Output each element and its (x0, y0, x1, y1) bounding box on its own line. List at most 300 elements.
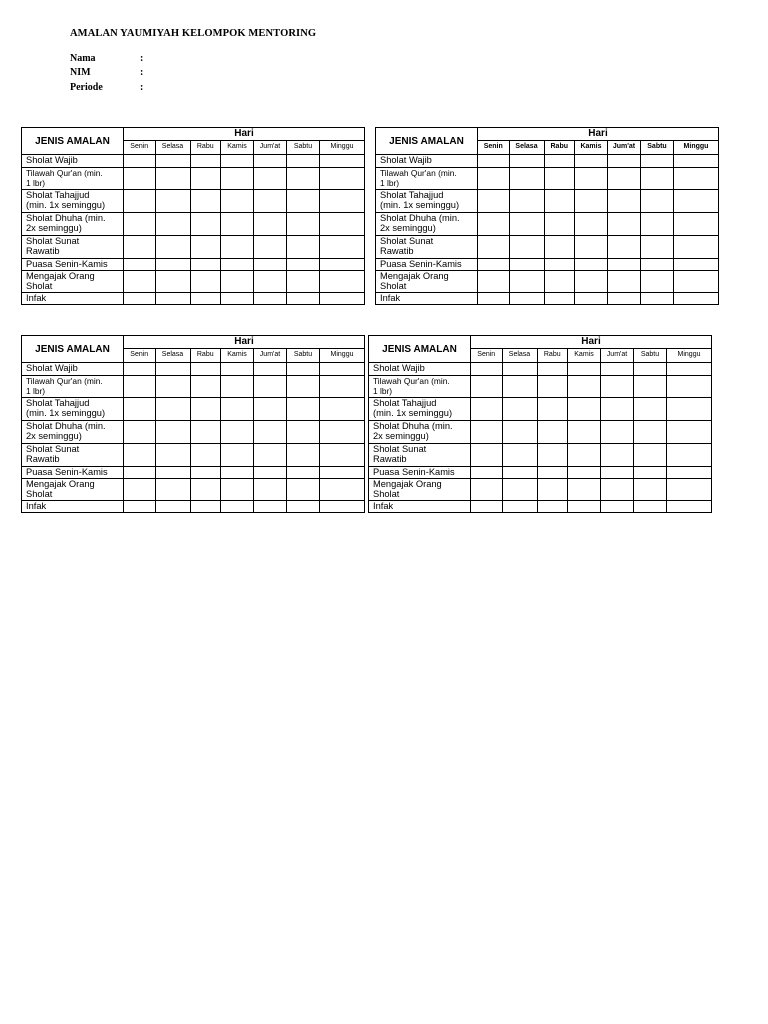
checkbox-cell[interactable] (537, 467, 568, 479)
amalan-item-line1: Sholat Sunat (26, 236, 80, 246)
checkbox-cell[interactable] (221, 479, 254, 501)
checkbox-cell[interactable] (575, 259, 608, 271)
table-row (369, 363, 712, 376)
amalan-item-line2: Sholat (380, 281, 407, 292)
checkbox-cell[interactable] (254, 363, 287, 376)
checkbox-cell[interactable] (124, 501, 156, 513)
checkbox-cell[interactable] (478, 190, 510, 213)
amalan-item-line2: 1 lbr) (26, 386, 46, 397)
checkbox-cell[interactable] (575, 213, 608, 236)
checkbox-cell[interactable] (221, 236, 254, 259)
checkbox-cell[interactable] (634, 479, 667, 501)
checkbox-cell[interactable] (568, 363, 601, 376)
checkbox-cell[interactable] (287, 168, 320, 190)
checkbox-cell[interactable] (190, 467, 221, 479)
checkbox-cell[interactable] (641, 190, 674, 213)
checkbox-cell[interactable] (634, 398, 667, 421)
checkbox-cell[interactable] (502, 363, 537, 376)
checkbox-cell[interactable] (221, 421, 254, 444)
checkbox-cell[interactable] (155, 398, 190, 421)
checkbox-cell[interactable] (634, 376, 667, 398)
checkbox-cell[interactable] (221, 271, 254, 293)
checkbox-cell[interactable] (221, 168, 254, 190)
amalan-item-line2: (min. 1x seminggu) (380, 200, 460, 211)
checkbox-cell[interactable] (155, 190, 190, 213)
checkbox-cell[interactable] (471, 467, 503, 479)
checkbox-cell[interactable] (287, 155, 320, 168)
checkbox-cell[interactable] (287, 213, 320, 236)
checkbox-cell[interactable] (155, 501, 190, 513)
checkbox-cell[interactable] (287, 363, 320, 376)
checkbox-cell[interactable] (667, 479, 712, 501)
checkbox-cell[interactable] (254, 467, 287, 479)
checkbox-cell[interactable] (544, 168, 575, 190)
checkbox-cell[interactable] (254, 501, 287, 513)
checkbox-cell[interactable] (190, 236, 221, 259)
checkbox-cell[interactable] (124, 363, 156, 376)
table-row (376, 259, 719, 271)
checkbox-cell[interactable] (254, 190, 287, 213)
checkbox-cell[interactable] (509, 168, 544, 190)
checkbox-cell[interactable] (190, 421, 221, 444)
checkbox-cell[interactable] (608, 168, 641, 190)
checkbox-cell[interactable] (190, 479, 221, 501)
checkbox-cell[interactable] (502, 479, 537, 501)
checkbox-cell[interactable] (634, 501, 667, 513)
amalan-item-line1: Sholat Wajib (373, 363, 425, 373)
checkbox-cell[interactable] (674, 271, 719, 293)
checkbox-cell[interactable] (601, 398, 634, 421)
checkbox-cell[interactable] (478, 168, 510, 190)
checkbox-cell[interactable] (190, 168, 221, 190)
checkbox-cell[interactable] (320, 363, 365, 376)
checkbox-cell[interactable] (509, 213, 544, 236)
amalan-table-2 (375, 127, 719, 305)
checkbox-cell[interactable] (509, 155, 544, 168)
amalan-item-label (22, 363, 124, 376)
checkbox-cell[interactable] (641, 259, 674, 271)
checkbox-cell[interactable] (221, 363, 254, 376)
checkbox-cell[interactable] (320, 444, 365, 467)
hari-header: Hari (478, 128, 719, 141)
checkbox-cell[interactable] (124, 236, 156, 259)
checkbox-cell[interactable] (502, 398, 537, 421)
checkbox-cell[interactable] (221, 293, 254, 305)
checkbox-cell[interactable] (544, 259, 575, 271)
checkbox-cell[interactable] (544, 155, 575, 168)
checkbox-cell[interactable] (544, 213, 575, 236)
checkbox-cell[interactable] (608, 293, 641, 305)
checkbox-cell[interactable] (221, 259, 254, 271)
checkbox-cell[interactable] (478, 259, 510, 271)
checkbox-cell[interactable] (575, 293, 608, 305)
checkbox-cell[interactable] (221, 398, 254, 421)
amalan-item-label (369, 363, 471, 376)
day-header-jumat: Jum'at (608, 141, 641, 155)
checkbox-cell[interactable] (124, 444, 156, 467)
day-header-sabtu: Sabtu (634, 349, 667, 363)
checkbox-cell[interactable] (155, 271, 190, 293)
checkbox-cell[interactable] (287, 376, 320, 398)
amalan-table-1 (21, 127, 365, 305)
checkbox-cell[interactable] (608, 259, 641, 271)
checkbox-cell[interactable] (537, 479, 568, 501)
table-row (376, 293, 719, 305)
checkbox-cell[interactable] (537, 398, 568, 421)
amalan-item-line2: 2x seminggu) (26, 431, 82, 442)
checkbox-cell[interactable] (155, 444, 190, 467)
amalan-item-line2: 2x seminggu) (373, 431, 429, 442)
checkbox-cell[interactable] (124, 155, 156, 168)
checkbox-cell[interactable] (537, 444, 568, 467)
checkbox-cell[interactable] (320, 271, 365, 293)
checkbox-cell[interactable] (124, 190, 156, 213)
day-header-rabu: Rabu (190, 349, 221, 363)
checkbox-cell[interactable] (320, 236, 365, 259)
checkbox-cell[interactable] (155, 479, 190, 501)
checkbox-cell[interactable] (287, 444, 320, 467)
checkbox-cell[interactable] (544, 271, 575, 293)
amalan-item-line1: Sholat Dhuha (min. (373, 421, 453, 431)
checkbox-cell[interactable] (124, 271, 156, 293)
checkbox-cell[interactable] (674, 293, 719, 305)
checkbox-cell[interactable] (544, 236, 575, 259)
table-row (22, 467, 365, 479)
checkbox-cell[interactable] (537, 376, 568, 398)
checkbox-cell[interactable] (608, 213, 641, 236)
checkbox-cell[interactable] (320, 168, 365, 190)
checkbox-cell[interactable] (155, 293, 190, 305)
checkbox-cell[interactable] (509, 259, 544, 271)
checkbox-cell[interactable] (478, 293, 510, 305)
checkbox-cell[interactable] (124, 259, 156, 271)
amalan-item-line1: Mengajak Orang (26, 479, 95, 489)
checkbox-cell[interactable] (320, 501, 365, 513)
table-row (376, 236, 719, 259)
checkbox-cell[interactable] (254, 259, 287, 271)
checkbox-cell[interactable] (254, 376, 287, 398)
checkbox-cell[interactable] (254, 155, 287, 168)
checkbox-cell[interactable] (608, 190, 641, 213)
checkbox-cell[interactable] (254, 168, 287, 190)
checkbox-cell[interactable] (674, 236, 719, 259)
amalan-item-line1: Sholat Sunat (373, 444, 427, 454)
checkbox-cell[interactable] (190, 376, 221, 398)
checkbox-cell[interactable] (155, 213, 190, 236)
info-row-periode (70, 81, 150, 95)
checkbox-cell[interactable] (478, 213, 510, 236)
table-row (369, 398, 712, 421)
amalan-item-label (22, 479, 124, 501)
checkbox-cell[interactable] (568, 467, 601, 479)
checkbox-cell[interactable] (190, 501, 221, 513)
checkbox-cell[interactable] (155, 467, 190, 479)
amalan-item-line2: 2x seminggu) (380, 223, 436, 234)
checkbox-cell[interactable] (568, 398, 601, 421)
day-header-senin: Senin (124, 141, 156, 155)
checkbox-cell[interactable] (509, 293, 544, 305)
checkbox-cell[interactable] (667, 421, 712, 444)
checkbox-cell[interactable] (124, 168, 156, 190)
checkbox-cell[interactable] (320, 479, 365, 501)
checkbox-cell[interactable] (568, 479, 601, 501)
amalan-item-label (22, 421, 124, 444)
amalan-item-label (22, 271, 124, 293)
checkbox-cell[interactable] (478, 236, 510, 259)
checkbox-cell[interactable] (601, 421, 634, 444)
amalan-item-label (22, 213, 124, 236)
checkbox-cell[interactable] (634, 467, 667, 479)
checkbox-cell[interactable] (287, 479, 320, 501)
checkbox-cell[interactable] (641, 168, 674, 190)
amalan-item-label (376, 155, 478, 168)
checkbox-cell[interactable] (544, 293, 575, 305)
checkbox-cell[interactable] (320, 293, 365, 305)
checkbox-cell[interactable] (320, 259, 365, 271)
checkbox-cell[interactable] (155, 363, 190, 376)
checkbox-cell[interactable] (471, 376, 503, 398)
checkbox-cell[interactable] (601, 444, 634, 467)
checkbox-cell[interactable] (471, 479, 503, 501)
checkbox-cell[interactable] (575, 190, 608, 213)
checkbox-cell[interactable] (190, 259, 221, 271)
checkbox-cell[interactable] (667, 376, 712, 398)
checkbox-cell[interactable] (254, 213, 287, 236)
day-header-senin: Senin (478, 141, 510, 155)
checkbox-cell[interactable] (674, 213, 719, 236)
hari-header: Hari (124, 128, 365, 141)
checkbox-cell[interactable] (509, 190, 544, 213)
checkbox-cell[interactable] (287, 421, 320, 444)
amalan-item-label (22, 155, 124, 168)
checkbox-cell[interactable] (471, 501, 503, 513)
checkbox-cell[interactable] (221, 501, 254, 513)
checkbox-cell[interactable] (320, 467, 365, 479)
table-row (22, 293, 365, 305)
checkbox-cell[interactable] (190, 190, 221, 213)
amalan-item-line1: Sholat Tahajjud (380, 190, 444, 200)
checkbox-cell[interactable] (502, 467, 537, 479)
checkbox-cell[interactable] (221, 155, 254, 168)
checkbox-cell[interactable] (674, 168, 719, 190)
checkbox-cell[interactable] (575, 271, 608, 293)
amalan-item-line1: Sholat Tahajjud (373, 398, 437, 408)
checkbox-cell[interactable] (190, 213, 221, 236)
checkbox-cell[interactable] (155, 421, 190, 444)
checkbox-cell[interactable] (190, 155, 221, 168)
checkbox-cell[interactable] (634, 363, 667, 376)
amalan-item-label (376, 168, 478, 190)
checkbox-cell[interactable] (641, 155, 674, 168)
info-row-nim (70, 66, 150, 80)
checkbox-cell[interactable] (502, 421, 537, 444)
checkbox-cell[interactable] (124, 421, 156, 444)
checkbox-cell[interactable] (221, 444, 254, 467)
amalan-item-line1: Puasa Senin-Kamis (373, 467, 455, 477)
checkbox-cell[interactable] (509, 271, 544, 293)
amalan-item-line1: Sholat Wajib (26, 155, 78, 165)
checkbox-cell[interactable] (124, 293, 156, 305)
amalan-item-label (22, 398, 124, 421)
checkbox-cell[interactable] (287, 236, 320, 259)
header-row-hari (369, 336, 712, 349)
checkbox-cell[interactable] (254, 398, 287, 421)
amalan-item-label (22, 501, 124, 513)
checkbox-cell[interactable] (575, 168, 608, 190)
amalan-item-label (376, 236, 478, 259)
checkbox-cell[interactable] (155, 168, 190, 190)
checkbox-cell[interactable] (641, 213, 674, 236)
day-header-sabtu: Sabtu (287, 349, 320, 363)
amalan-item-line2: Sholat (373, 489, 400, 500)
page-title: AMALAN YAUMIYAH KELOMPOK MENTORING (70, 28, 317, 39)
table-row (22, 190, 365, 213)
nama-label: Nama (70, 53, 96, 64)
checkbox-cell[interactable] (124, 376, 156, 398)
checkbox-cell[interactable] (608, 155, 641, 168)
checkbox-cell[interactable] (509, 236, 544, 259)
checkbox-cell[interactable] (190, 363, 221, 376)
info-row-nama (70, 52, 150, 66)
checkbox-cell[interactable] (320, 155, 365, 168)
checkbox-cell[interactable] (478, 155, 510, 168)
checkbox-cell[interactable] (190, 398, 221, 421)
amalan-item-label (22, 168, 124, 190)
checkbox-cell[interactable] (254, 421, 287, 444)
checkbox-cell[interactable] (320, 398, 365, 421)
checkbox-cell[interactable] (667, 398, 712, 421)
checkbox-cell[interactable] (190, 293, 221, 305)
checkbox-cell[interactable] (287, 259, 320, 271)
amalan-item-line2: Sholat (26, 489, 53, 500)
checkbox-cell[interactable] (190, 444, 221, 467)
checkbox-cell[interactable] (608, 236, 641, 259)
checkbox-cell[interactable] (320, 376, 365, 398)
amalan-table-4 (368, 335, 712, 513)
checkbox-cell[interactable] (575, 155, 608, 168)
checkbox-cell[interactable] (641, 236, 674, 259)
checkbox-cell[interactable] (190, 271, 221, 293)
amalan-item-label (369, 376, 471, 398)
day-header-rabu: Rabu (544, 141, 575, 155)
day-header-sabtu: Sabtu (641, 141, 674, 155)
amalan-item-line1: Infak (380, 293, 401, 303)
checkbox-cell[interactable] (478, 271, 510, 293)
checkbox-cell[interactable] (502, 444, 537, 467)
checkbox-cell[interactable] (601, 376, 634, 398)
checkbox-cell[interactable] (287, 293, 320, 305)
checkbox-cell[interactable] (155, 376, 190, 398)
day-header-rabu: Rabu (537, 349, 568, 363)
hari-header: Hari (124, 336, 365, 349)
checkbox-cell[interactable] (155, 155, 190, 168)
checkbox-cell[interactable] (568, 421, 601, 444)
table-row (22, 271, 365, 293)
table-row (369, 479, 712, 501)
nama-colon: : (140, 53, 144, 64)
checkbox-cell[interactable] (471, 444, 503, 467)
checkbox-cell[interactable] (601, 501, 634, 513)
jenis-amalan-header: JENIS AMALAN (376, 128, 478, 155)
checkbox-cell[interactable] (221, 376, 254, 398)
amalan-item-label (369, 467, 471, 479)
checkbox-cell[interactable] (254, 479, 287, 501)
checkbox-cell[interactable] (254, 444, 287, 467)
checkbox-cell[interactable] (667, 363, 712, 376)
checkbox-cell[interactable] (641, 293, 674, 305)
checkbox-cell[interactable] (601, 467, 634, 479)
amalan-item-label (22, 190, 124, 213)
amalan-item-line2: Rawatib (373, 454, 407, 465)
checkbox-cell[interactable] (502, 501, 537, 513)
checkbox-cell[interactable] (667, 467, 712, 479)
checkbox-cell[interactable] (471, 398, 503, 421)
checkbox-cell[interactable] (537, 421, 568, 444)
checkbox-cell[interactable] (254, 293, 287, 305)
checkbox-cell[interactable] (155, 236, 190, 259)
checkbox-cell[interactable] (667, 444, 712, 467)
checkbox-cell[interactable] (221, 467, 254, 479)
amalan-item-line1: Sholat Sunat (380, 236, 434, 246)
checkbox-cell[interactable] (254, 236, 287, 259)
checkbox-cell[interactable] (544, 190, 575, 213)
checkbox-cell[interactable] (320, 190, 365, 213)
amalan-item-line1: Sholat Sunat (26, 444, 80, 454)
amalan-item-line1: Sholat Tahajjud (26, 190, 90, 200)
checkbox-cell[interactable] (471, 363, 503, 376)
amalan-item-label (369, 501, 471, 513)
checkbox-cell[interactable] (568, 376, 601, 398)
checkbox-cell[interactable] (320, 213, 365, 236)
checkbox-cell[interactable] (674, 259, 719, 271)
checkbox-cell[interactable] (287, 271, 320, 293)
checkbox-cell[interactable] (575, 236, 608, 259)
checkbox-cell[interactable] (124, 213, 156, 236)
checkbox-cell[interactable] (641, 271, 674, 293)
checkbox-cell[interactable] (537, 501, 568, 513)
checkbox-cell[interactable] (471, 421, 503, 444)
checkbox-cell[interactable] (287, 501, 320, 513)
amalan-item-line2: 1 lbr) (380, 178, 400, 189)
checkbox-cell[interactable] (221, 190, 254, 213)
checkbox-cell[interactable] (601, 479, 634, 501)
checkbox-cell[interactable] (254, 271, 287, 293)
checkbox-cell[interactable] (287, 190, 320, 213)
checkbox-cell[interactable] (674, 155, 719, 168)
checkbox-cell[interactable] (287, 467, 320, 479)
checkbox-cell[interactable] (568, 501, 601, 513)
checkbox-cell[interactable] (287, 398, 320, 421)
checkbox-cell[interactable] (608, 271, 641, 293)
checkbox-cell[interactable] (634, 421, 667, 444)
amalan-item-line1: Mengajak Orang (380, 271, 449, 281)
checkbox-cell[interactable] (221, 213, 254, 236)
checkbox-cell[interactable] (601, 363, 634, 376)
table-row (376, 213, 719, 236)
checkbox-cell[interactable] (124, 467, 156, 479)
checkbox-cell[interactable] (155, 259, 190, 271)
table-row (376, 168, 719, 190)
checkbox-cell[interactable] (320, 421, 365, 444)
checkbox-cell[interactable] (502, 376, 537, 398)
checkbox-cell[interactable] (537, 363, 568, 376)
checkbox-cell[interactable] (124, 398, 156, 421)
checkbox-cell[interactable] (674, 190, 719, 213)
checkbox-cell[interactable] (568, 444, 601, 467)
checkbox-cell[interactable] (124, 479, 156, 501)
checkbox-cell[interactable] (667, 501, 712, 513)
checkbox-cell[interactable] (634, 444, 667, 467)
